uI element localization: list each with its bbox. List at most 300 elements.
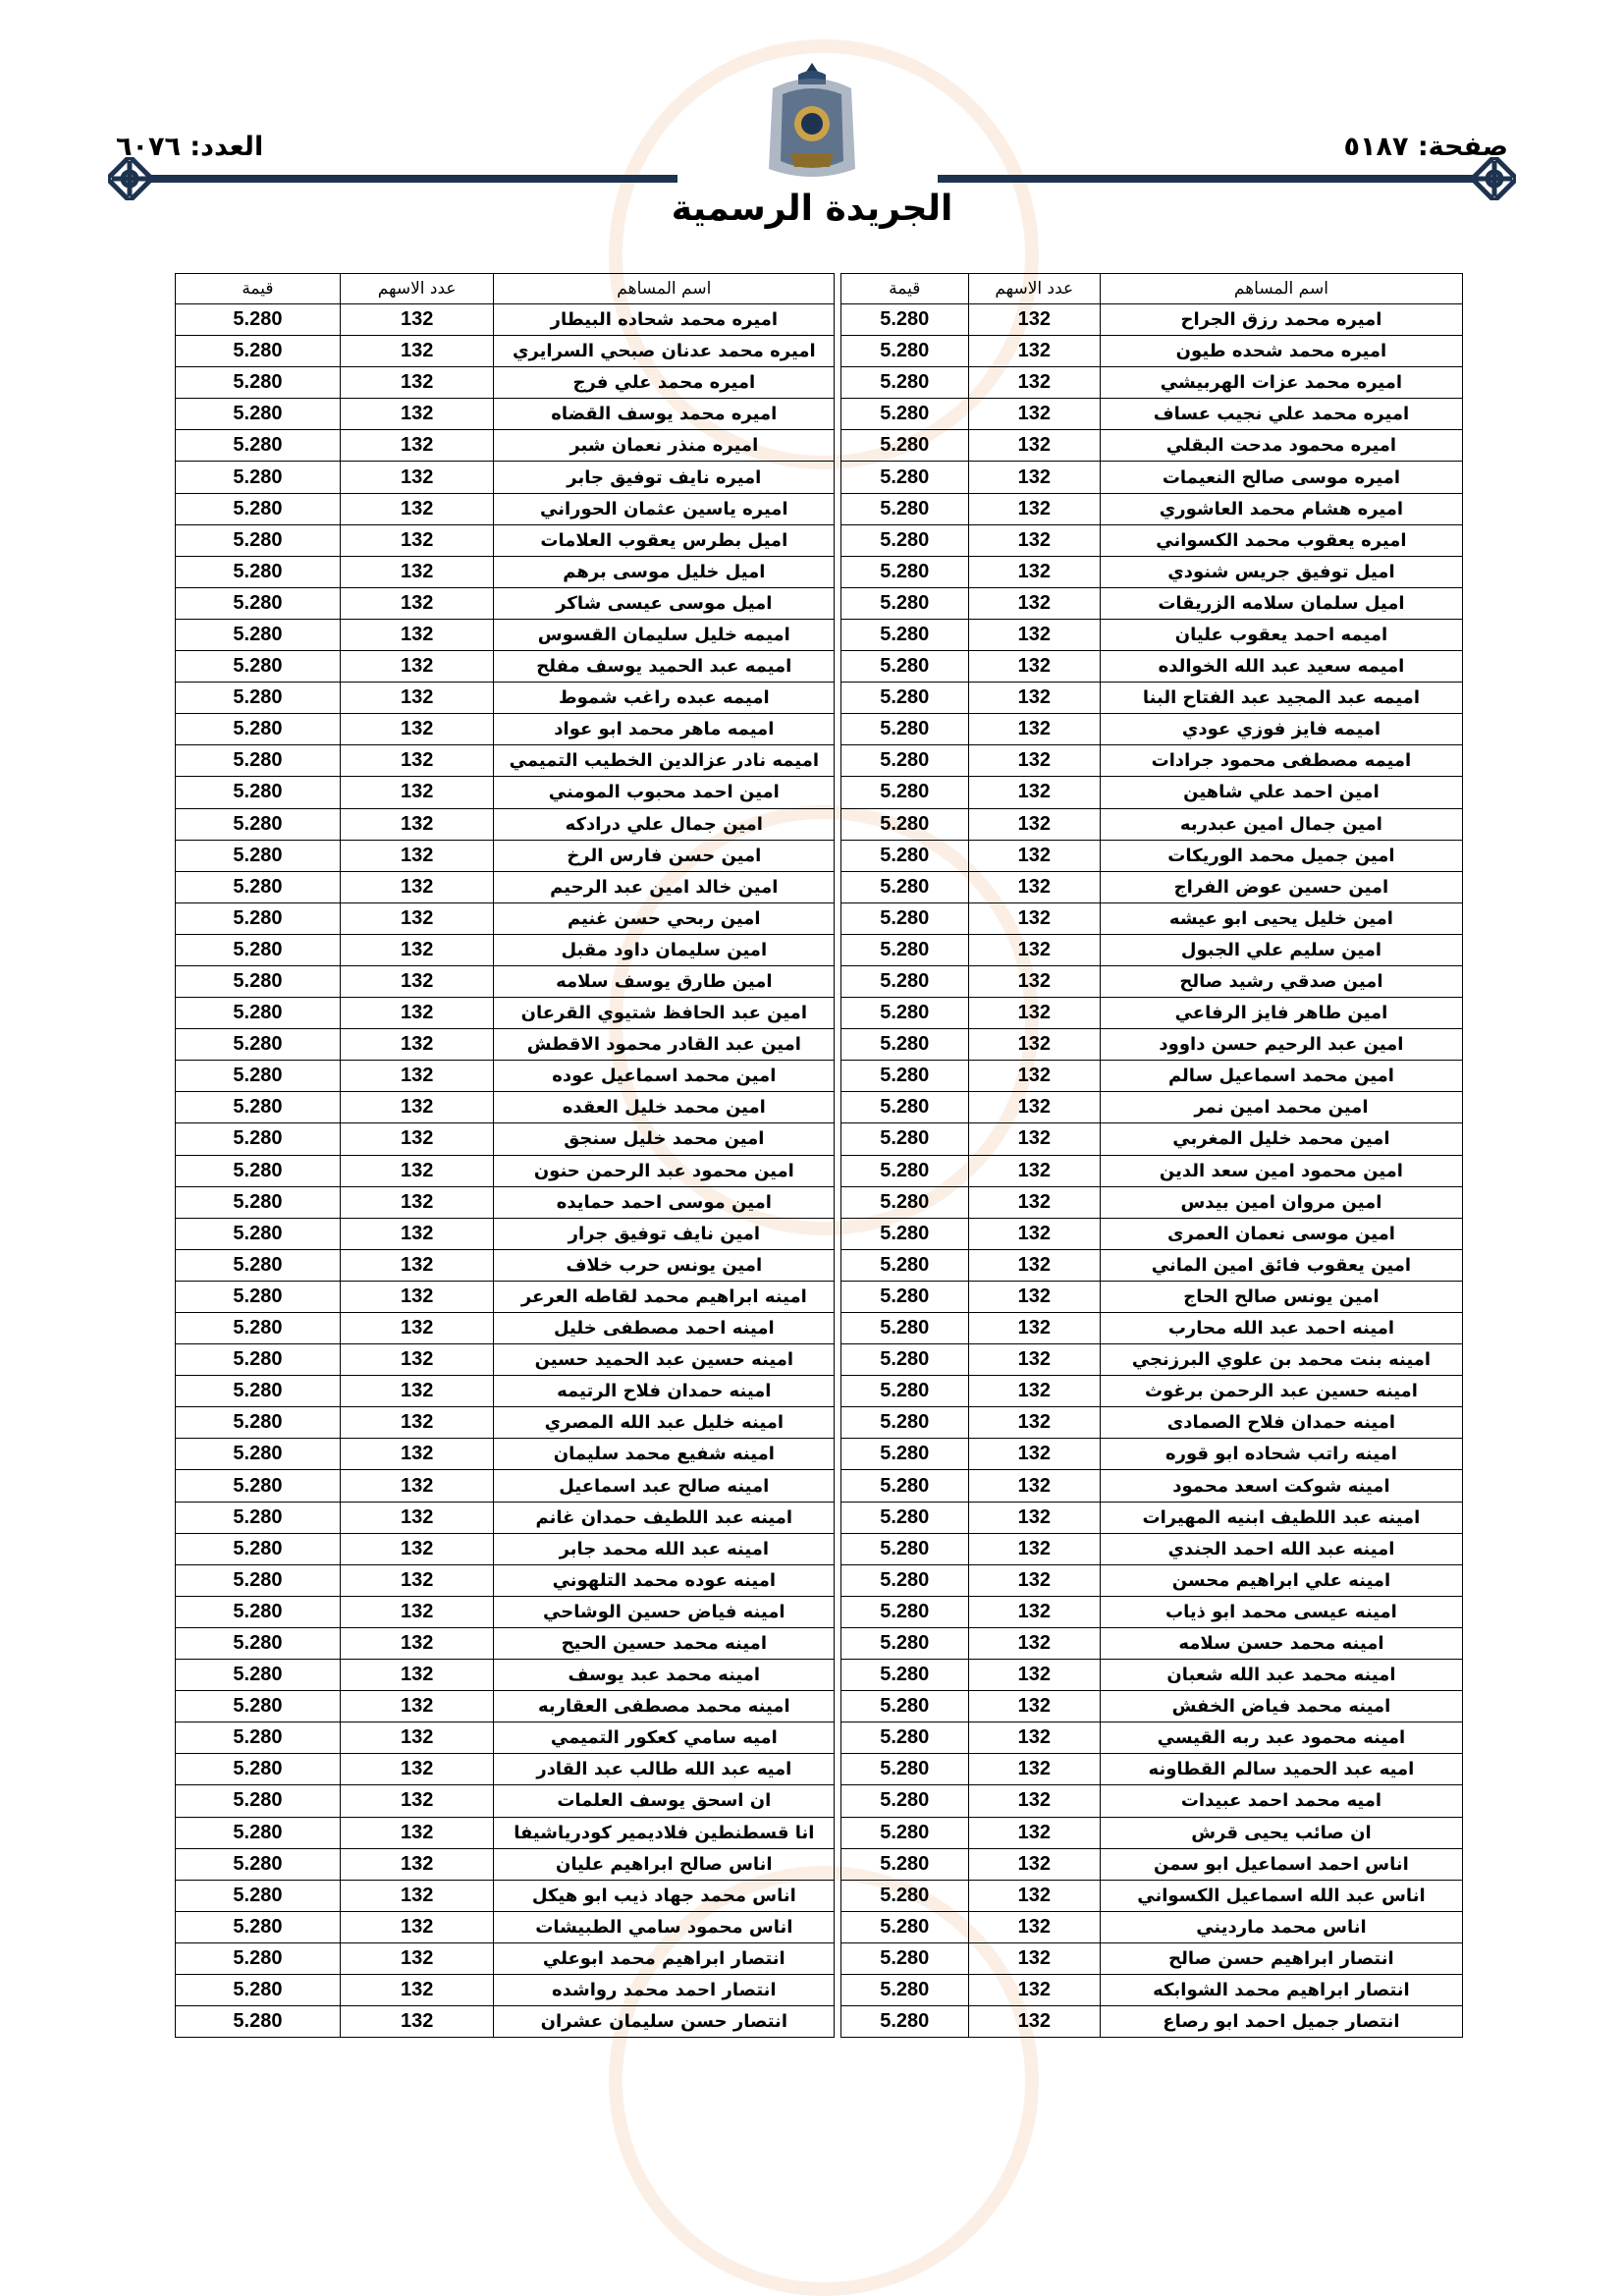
shareholder-name: اناس محمد جهاد ذيب ابو هيكل: [494, 1880, 835, 1911]
shareholder-name: انتصار ابراهيم حسن صالح: [1100, 1942, 1462, 1974]
shareholder-name: امينه عبد اللطيف ابنيه المهيرات: [1100, 1502, 1462, 1533]
table-body: [176, 304, 1463, 2038]
table-row: [176, 1722, 1463, 1754]
share-count: 132: [968, 1407, 1100, 1439]
shareholder-name: امينه شوكت اسعد محمود: [1100, 1470, 1462, 1502]
shareholder-name: اميره محمد علي نجيب عساف: [1100, 399, 1462, 430]
table-row: [176, 1249, 1463, 1281]
share-count: 132: [968, 524, 1100, 556]
column-separator: [835, 274, 841, 304]
share-count: 132: [340, 1785, 494, 1817]
share-count: 132: [340, 556, 494, 587]
shareholder-name: امين سليم علي الجبول: [1100, 934, 1462, 965]
share-count: 132: [340, 1880, 494, 1911]
column-separator: [835, 619, 841, 650]
share-value: 5.280: [176, 840, 341, 871]
shareholder-name: امين خالد امين عبد الرحيم: [494, 871, 835, 902]
table-row: [176, 965, 1463, 997]
shareholder-name: امين محمود عبد الرحمن حنون: [494, 1155, 835, 1186]
share-count: 132: [968, 1313, 1100, 1344]
table-row: [176, 367, 1463, 399]
table-row: [176, 1502, 1463, 1533]
share-count: 132: [340, 1942, 494, 1974]
table-row: [176, 745, 1463, 777]
share-value: 5.280: [176, 902, 341, 934]
share-value: 5.280: [840, 1470, 968, 1502]
share-value: 5.280: [176, 1596, 341, 1627]
share-count: 132: [340, 934, 494, 965]
column-separator: [835, 493, 841, 524]
share-value: 5.280: [176, 1880, 341, 1911]
table-row: [176, 1660, 1463, 1691]
share-value: 5.280: [840, 965, 968, 997]
share-count: 132: [340, 902, 494, 934]
share-value: 5.280: [840, 1029, 968, 1061]
share-count: 132: [340, 367, 494, 399]
share-value: 5.280: [840, 493, 968, 524]
column-separator: [835, 1439, 841, 1470]
shareholder-name: انتصار حسن سليمان عشران: [494, 2006, 835, 2038]
table-row: [176, 336, 1463, 367]
share-value: 5.280: [840, 1974, 968, 2005]
table-row: [176, 1155, 1463, 1186]
column-separator: [835, 1533, 841, 1564]
share-count: 132: [340, 336, 494, 367]
shareholder-name: امينه شفيع محمد سليمان: [494, 1439, 835, 1470]
table-row: [176, 1344, 1463, 1376]
shareholder-name: اميمه مصطفى محمود جرادات: [1100, 745, 1462, 777]
column-header-value: قيمة: [176, 274, 341, 304]
share-count: 132: [340, 1155, 494, 1186]
share-count: 132: [968, 336, 1100, 367]
table-row: [176, 1785, 1463, 1817]
shareholder-name: امينه علي ابراهيم محسن: [1100, 1564, 1462, 1596]
share-count: 132: [340, 808, 494, 840]
share-value: 5.280: [840, 1596, 968, 1627]
share-value: 5.280: [840, 777, 968, 808]
share-value: 5.280: [176, 1974, 341, 2005]
shareholder-name: اميمه خليل سليمان القسوس: [494, 619, 835, 650]
shareholder-name: اميره محمد شحاده البيطار: [494, 304, 835, 336]
share-count: 132: [968, 1533, 1100, 1564]
shareholder-name: امين جميل محمد الوريكات: [1100, 840, 1462, 871]
column-separator: [835, 840, 841, 871]
shareholder-name: امينه حسين عبد الرحمن برغوث: [1100, 1376, 1462, 1407]
shareholder-name: اميره نايف توفيق جابر: [494, 462, 835, 493]
share-value: 5.280: [840, 1533, 968, 1564]
share-count: 132: [340, 1660, 494, 1691]
share-value: 5.280: [840, 1376, 968, 1407]
table-row: [176, 1218, 1463, 1249]
column-separator: [835, 1249, 841, 1281]
shareholder-name: اميل سلمان سلامه الزريقات: [1100, 587, 1462, 619]
share-count: 132: [340, 493, 494, 524]
shareholder-name: اميمه ماهر محمد ابو عواد: [494, 714, 835, 745]
share-count: 132: [968, 683, 1100, 714]
share-count: 132: [340, 1376, 494, 1407]
share-count: 132: [968, 1029, 1100, 1061]
share-count: 132: [340, 1249, 494, 1281]
shareholder-name: ان اسحق يوسف العلمات: [494, 1785, 835, 1817]
share-count: 132: [340, 998, 494, 1029]
share-value: 5.280: [176, 462, 341, 493]
table-row: [176, 524, 1463, 556]
shareholder-name: اميره منذر نعمان شبر: [494, 430, 835, 462]
table-row: [176, 1186, 1463, 1218]
shareholder-name: اميه عبد الحميد سالم القطاونه: [1100, 1754, 1462, 1785]
shareholder-name: امين طارق يوسف سلامه: [494, 965, 835, 997]
share-value: 5.280: [176, 1564, 341, 1596]
table-row: [176, 587, 1463, 619]
table-row: [176, 777, 1463, 808]
share-value: 5.280: [840, 934, 968, 965]
shareholder-name: اميمه احمد يعقوب عليان: [1100, 619, 1462, 650]
share-value: 5.280: [176, 1218, 341, 1249]
share-value: 5.280: [176, 1281, 341, 1312]
share-count: 132: [340, 1029, 494, 1061]
table-row: [176, 1470, 1463, 1502]
table-row: [176, 1691, 1463, 1722]
share-value: 5.280: [840, 1502, 968, 1533]
column-separator: [835, 1407, 841, 1439]
share-value: 5.280: [176, 1061, 341, 1092]
page-number: صفحة: ٥١٨٧: [1343, 132, 1508, 162]
column-separator: [835, 1155, 841, 1186]
table-row: [176, 1123, 1463, 1155]
column-separator: [835, 587, 841, 619]
share-value: 5.280: [176, 1817, 341, 1848]
share-count: 132: [968, 493, 1100, 524]
shareholder-name: امينه صالح عبد اسماعيل: [494, 1470, 835, 1502]
column-separator: [835, 1785, 841, 1817]
share-count: 132: [968, 998, 1100, 1029]
share-count: 132: [340, 1533, 494, 1564]
shareholder-name: انتصار جميل احمد ابو رصاع: [1100, 2006, 1462, 2038]
column-separator: [835, 871, 841, 902]
column-separator: [835, 1660, 841, 1691]
shareholder-name: اميره محمد شحده طيون: [1100, 336, 1462, 367]
share-value: 5.280: [840, 1754, 968, 1785]
share-value: 5.280: [176, 1942, 341, 1974]
shareholder-name: امينه حمدان فلاح الرتيمه: [494, 1376, 835, 1407]
shareholder-name: امين صدقي رشيد صالح: [1100, 965, 1462, 997]
column-separator: [835, 1061, 841, 1092]
share-value: 5.280: [176, 1754, 341, 1785]
share-value: 5.280: [176, 1376, 341, 1407]
share-value: 5.280: [176, 430, 341, 462]
share-value: 5.280: [840, 1627, 968, 1659]
share-count: 132: [340, 965, 494, 997]
share-count: 132: [968, 1061, 1100, 1092]
share-value: 5.280: [840, 1061, 968, 1092]
share-count: 132: [968, 1439, 1100, 1470]
shareholder-name: اميره محمد علي فرج: [494, 367, 835, 399]
shareholder-name: امينه ابراهيم محمد لقاطه العرعر: [494, 1281, 835, 1312]
column-header-shares: عدد الاسهم: [340, 274, 494, 304]
share-value: 5.280: [176, 367, 341, 399]
shareholder-name: امينه خليل عبد الله المصري: [494, 1407, 835, 1439]
share-count: 132: [968, 1344, 1100, 1376]
share-value: 5.280: [840, 1785, 968, 1817]
share-count: 132: [340, 399, 494, 430]
shareholder-name: امينه محمد عبد يوسف: [494, 1660, 835, 1691]
share-count: 132: [340, 1123, 494, 1155]
shareholder-name: امين عبد الرحيم حسن داوود: [1100, 1029, 1462, 1061]
share-count: 132: [340, 1848, 494, 1880]
column-separator: [835, 1848, 841, 1880]
shareholder-name: اميل موسى عيسى شاكر: [494, 587, 835, 619]
column-separator: [835, 683, 841, 714]
shareholder-name: امينه محمد فياض الخفش: [1100, 1691, 1462, 1722]
share-count: 132: [340, 1313, 494, 1344]
shareholder-name: امينه محمود عبد ربه القيسي: [1100, 1722, 1462, 1754]
table-row: [176, 1281, 1463, 1312]
column-header-shares: عدد الاسهم: [968, 274, 1100, 304]
shareholder-name: امينه محمد مصطفى العقاربه: [494, 1691, 835, 1722]
share-value: 5.280: [176, 1249, 341, 1281]
shareholder-name: امين احمد علي شاهين: [1100, 777, 1462, 808]
share-count: 132: [340, 1502, 494, 1533]
column-separator: [835, 430, 841, 462]
share-count: 132: [340, 462, 494, 493]
share-count: 132: [968, 1691, 1100, 1722]
share-count: 132: [968, 1564, 1100, 1596]
shareholder-name: امينه عبد الله احمد الجندي: [1100, 1533, 1462, 1564]
share-count: 132: [340, 651, 494, 683]
shareholder-name: انتصار احمد محمد رواشده: [494, 1974, 835, 2005]
share-count: 132: [968, 619, 1100, 650]
table-row: [176, 998, 1463, 1029]
column-separator: [835, 1502, 841, 1533]
column-separator: [835, 462, 841, 493]
shareholder-name: اميه سامي كعكور التميمي: [494, 1722, 835, 1754]
share-count: 132: [968, 871, 1100, 902]
shareholder-name: امينه عبد الله محمد جابر: [494, 1533, 835, 1564]
shareholder-name: امين محمد خليل العقده: [494, 1092, 835, 1123]
share-value: 5.280: [176, 1691, 341, 1722]
share-value: 5.280: [840, 1911, 968, 1942]
share-value: 5.280: [840, 902, 968, 934]
share-value: 5.280: [176, 304, 341, 336]
share-value: 5.280: [840, 1344, 968, 1376]
table-row: [176, 1848, 1463, 1880]
table-row: [176, 1533, 1463, 1564]
table-row: [176, 462, 1463, 493]
share-value: 5.280: [840, 840, 968, 871]
column-separator: [835, 998, 841, 1029]
page-title: الجريدة الرسمية: [671, 189, 953, 229]
share-value: 5.280: [840, 462, 968, 493]
share-count: 132: [968, 1942, 1100, 1974]
share-count: 132: [968, 399, 1100, 430]
shareholder-name: امين محمد خليل سنجق: [494, 1123, 835, 1155]
share-count: 132: [340, 524, 494, 556]
share-count: 132: [968, 1123, 1100, 1155]
share-count: 132: [340, 1564, 494, 1596]
share-count: 132: [968, 304, 1100, 336]
shareholder-name: امين عبد القادر محمود الاقطش: [494, 1029, 835, 1061]
share-count: 132: [968, 902, 1100, 934]
share-value: 5.280: [840, 1249, 968, 1281]
column-header-name: اسم المساهم: [1100, 274, 1462, 304]
shareholder-name: اميل توفيق جريس شنودي: [1100, 556, 1462, 587]
shareholder-name: انتصار ابراهيم محمد الشوابكه: [1100, 1974, 1462, 2005]
shareholder-name: امين جمال علي درادكه: [494, 808, 835, 840]
share-count: 132: [968, 651, 1100, 683]
share-count: 132: [340, 871, 494, 902]
share-value: 5.280: [840, 1817, 968, 1848]
shareholder-name: اناس صالح ابراهيم عليان: [494, 1848, 835, 1880]
share-value: 5.280: [840, 587, 968, 619]
share-count: 132: [340, 1218, 494, 1249]
share-value: 5.280: [176, 1502, 341, 1533]
share-count: 132: [340, 619, 494, 650]
share-value: 5.280: [840, 1123, 968, 1155]
share-count: 132: [968, 1785, 1100, 1817]
shareholder-name: امينه عيسى محمد ابو ذياب: [1100, 1596, 1462, 1627]
shareholder-name: امين خليل يحيى ابو عيشه: [1100, 902, 1462, 934]
column-separator: [835, 367, 841, 399]
share-value: 5.280: [176, 808, 341, 840]
share-value: 5.280: [176, 1848, 341, 1880]
column-separator: [835, 2006, 841, 2038]
shareholder-name: امين سليمان داود مقبل: [494, 934, 835, 965]
shareholder-name: امينه محمد عبد الله شعبان: [1100, 1660, 1462, 1691]
share-count: 132: [968, 462, 1100, 493]
shareholder-name: امينه حسين عبد الحميد حسين: [494, 1344, 835, 1376]
share-count: 132: [968, 367, 1100, 399]
shareholder-name: امين حسن فارس الرخ: [494, 840, 835, 871]
shareholder-name: امين طاهر فايز الرفاعي: [1100, 998, 1462, 1029]
share-value: 5.280: [840, 651, 968, 683]
shareholder-name: اميره محمد رزق الجراح: [1100, 304, 1462, 336]
share-value: 5.280: [176, 1722, 341, 1754]
share-value: 5.280: [840, 430, 968, 462]
column-separator: [835, 1911, 841, 1942]
share-value: 5.280: [176, 651, 341, 683]
column-separator: [835, 651, 841, 683]
column-separator: [835, 745, 841, 777]
table-row: [176, 1974, 1463, 2005]
shareholder-name: اناس عبد الله اسماعيل الكسواني: [1100, 1880, 1462, 1911]
shareholder-name: اميمه عبده راغب شموط: [494, 683, 835, 714]
share-count: 132: [968, 587, 1100, 619]
shareholder-name: امين يعقوب فائق امين الماني: [1100, 1249, 1462, 1281]
share-count: 132: [968, 965, 1100, 997]
share-count: 132: [968, 1155, 1100, 1186]
share-value: 5.280: [176, 1029, 341, 1061]
share-count: 132: [340, 1627, 494, 1659]
share-count: 132: [968, 1186, 1100, 1218]
column-separator: [835, 1754, 841, 1785]
share-count: 132: [968, 1249, 1100, 1281]
share-count: 132: [340, 777, 494, 808]
shareholders-table: [175, 273, 1463, 2038]
shareholder-name: امين محمود امين سعد الدين: [1100, 1155, 1462, 1186]
share-count: 132: [340, 1407, 494, 1439]
share-count: 132: [340, 2006, 494, 2038]
share-count: 132: [340, 683, 494, 714]
share-value: 5.280: [840, 1848, 968, 1880]
share-count: 132: [340, 1439, 494, 1470]
table-row: [176, 714, 1463, 745]
column-separator: [835, 1281, 841, 1312]
table-row: [176, 934, 1463, 965]
share-value: 5.280: [176, 556, 341, 587]
share-value: 5.280: [176, 1439, 341, 1470]
shareholder-name: انا قسطنطين فلاديمير كودرياشيفا: [494, 1817, 835, 1848]
share-value: 5.280: [176, 998, 341, 1029]
share-count: 132: [968, 1911, 1100, 1942]
share-value: 5.280: [840, 336, 968, 367]
column-separator: [835, 1092, 841, 1123]
coat-of-arms-icon: [761, 59, 863, 187]
share-value: 5.280: [840, 1691, 968, 1722]
share-value: 5.280: [176, 399, 341, 430]
shareholder-name: امين جمال امين عبدربه: [1100, 808, 1462, 840]
table-row: [176, 1376, 1463, 1407]
share-value: 5.280: [176, 745, 341, 777]
shareholder-name: اميل بطرس يعقوب العلامات: [494, 524, 835, 556]
column-separator: [835, 1974, 841, 2005]
share-value: 5.280: [176, 1123, 341, 1155]
share-count: 132: [340, 1596, 494, 1627]
share-value: 5.280: [840, 1407, 968, 1439]
shareholder-name: اناس محمد مارديني: [1100, 1911, 1462, 1942]
share-count: 132: [340, 1911, 494, 1942]
shareholder-name: اميمه فايز فوزي عودي: [1100, 714, 1462, 745]
column-separator: [835, 1817, 841, 1848]
shareholder-name: امين احمد محبوب المومني: [494, 777, 835, 808]
shareholder-name: امينه عوده محمد التلهوني: [494, 1564, 835, 1596]
table-row: [176, 1942, 1463, 1974]
shareholder-name: امين يونس حرب خلاف: [494, 1249, 835, 1281]
share-count: 132: [340, 1186, 494, 1218]
shareholder-name: امين يونس صالح الحاج: [1100, 1281, 1462, 1312]
shareholder-name: اميره محمود مدحت البقلي: [1100, 430, 1462, 462]
shareholder-name: امين محمد امين نمر: [1100, 1092, 1462, 1123]
shareholder-name: امين مروان امين بيدس: [1100, 1186, 1462, 1218]
share-value: 5.280: [176, 871, 341, 902]
column-separator: [835, 1470, 841, 1502]
column-separator: [835, 336, 841, 367]
column-separator: [835, 1344, 841, 1376]
share-count: 132: [340, 304, 494, 336]
column-separator: [835, 1564, 841, 1596]
share-count: 132: [968, 777, 1100, 808]
column-separator: [835, 399, 841, 430]
column-header-name: اسم المساهم: [494, 274, 835, 304]
share-value: 5.280: [176, 1155, 341, 1186]
share-value: 5.280: [840, 714, 968, 745]
share-count: 132: [968, 1596, 1100, 1627]
share-count: 132: [340, 1691, 494, 1722]
table-row: [176, 493, 1463, 524]
share-value: 5.280: [176, 683, 341, 714]
share-value: 5.280: [840, 1942, 968, 1974]
shareholder-name: امينه فياض حسين الوشاحي: [494, 1596, 835, 1627]
share-count: 132: [968, 1660, 1100, 1691]
shareholder-name: امينه راتب شحاده ابو قوره: [1100, 1439, 1462, 1470]
column-separator: [835, 1218, 841, 1249]
share-value: 5.280: [840, 399, 968, 430]
share-value: 5.280: [176, 524, 341, 556]
share-value: 5.280: [840, 524, 968, 556]
table-row: [176, 840, 1463, 871]
share-count: 132: [968, 840, 1100, 871]
column-separator: [835, 1029, 841, 1061]
column-separator: [835, 1376, 841, 1407]
